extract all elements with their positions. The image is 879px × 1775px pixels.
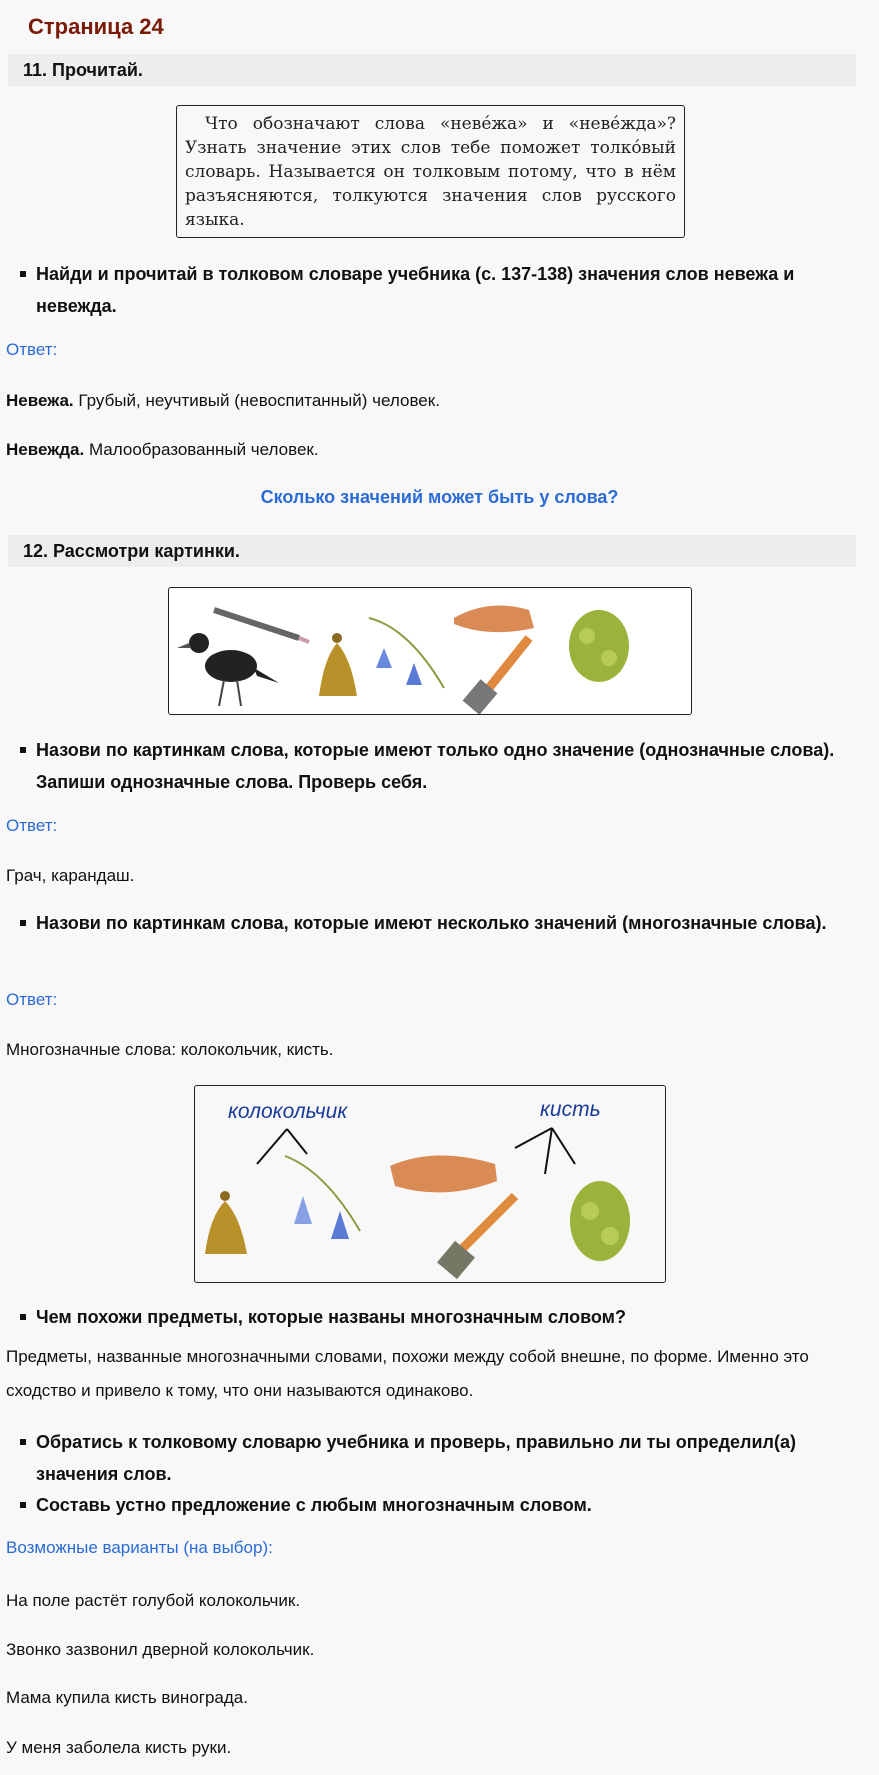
label-kolokolchik: колокольчик — [228, 1100, 348, 1123]
hand-icon — [390, 1155, 497, 1192]
section-question: Сколько значений может быть у слова? — [260, 487, 619, 507]
variants-label: Возможные варианты (на выбор): — [6, 1538, 273, 1557]
grapes-icon — [570, 1181, 630, 1261]
rook-icon — [177, 633, 279, 706]
answer-label: Ответ: — [6, 816, 58, 835]
bell-icon — [205, 1191, 247, 1254]
variant-3: Мама купила кисть винограда. — [6, 1688, 248, 1707]
task-find-definitions: Найди и прочитай в толковом словаре учебника (с. 137-138) значения слов невежа и невежда. — [14, 258, 854, 322]
answer-label: Ответ: — [6, 340, 58, 359]
answer-multiple-meanings: Многозначные слова: колокольчик, кисть. — [6, 1040, 334, 1059]
page-title: Страница 24 — [28, 14, 164, 39]
variant-1: На поле растёт голубой колокольчик. — [6, 1591, 301, 1610]
exercise-11-title: 11. Прочитай. — [23, 60, 143, 80]
definition: Грубый, неучтивый (невоспитанный) человек. — [73, 391, 440, 410]
task-single-meaning: Назови по картинкам слова, которые имеют только одно значение (однозначные слова). Запиши однозначные слова. Проверь себя. — [14, 734, 854, 798]
bluebell-icon — [285, 1156, 360, 1239]
task-multiple-meanings: Назови по картинкам слова, которые имеют несколько значений (многозначные слова). — [14, 907, 854, 939]
variant-4: У меня заболела кисть руки. — [6, 1738, 232, 1757]
paintbrush-icon — [437, 1196, 515, 1279]
polysemy-svg — [195, 1086, 665, 1282]
definition-2 — [6, 433, 866, 467]
answer-single-meaning: Грач, карандаш. — [6, 866, 135, 885]
task-similarity: Чем похожи предметы, которые названы многозначным словом? — [14, 1301, 854, 1333]
definition-1 — [6, 384, 866, 418]
task-check-dictionary: Обратись к толковому словарю учебника и проверь, правильно ли ты определил(а) значения слов. — [14, 1426, 854, 1490]
hand-icon — [454, 606, 534, 633]
label-kist: кисть — [540, 1098, 601, 1121]
bluebell-icon — [369, 618, 444, 688]
bell-icon — [319, 633, 357, 696]
exercise-11-header — [8, 54, 856, 86]
textbook-excerpt: Что обозначают слова «невéжа» и «невéжда»? Узнать значение этих слов тебе поможет толкóвый словарь. Называется он толковым потому, что в нём разъясняются, толкуются значения слов русского языка. — [176, 105, 685, 238]
exercise-12-header — [8, 535, 856, 567]
answer-similarity: Предметы, названные многозначными словами, похожи между собой внешне, по форме. Именно это сходство и привело к тому, что они называются одинаково. — [6, 1347, 809, 1400]
answer-label: Ответ: — [6, 990, 58, 1009]
pictures-svg — [169, 588, 691, 714]
term: Невежа. — [6, 391, 74, 410]
definition: Малообразованный человек. — [84, 440, 319, 459]
exercise-12-title: 12. Рассмотри картинки. — [23, 541, 240, 561]
task-compose-sentence: Составь устно предложение с любым многозначным словом. — [14, 1489, 854, 1521]
pictures-illustration — [168, 587, 692, 715]
polysemy-illustration — [194, 1085, 666, 1283]
term: Невежда. — [6, 440, 85, 459]
variant-2: Звонко зазвонил дверной колокольчик. — [6, 1640, 315, 1659]
pencil-icon — [214, 610, 309, 642]
paintbrush-icon — [463, 638, 529, 714]
grapes-icon — [569, 610, 629, 682]
